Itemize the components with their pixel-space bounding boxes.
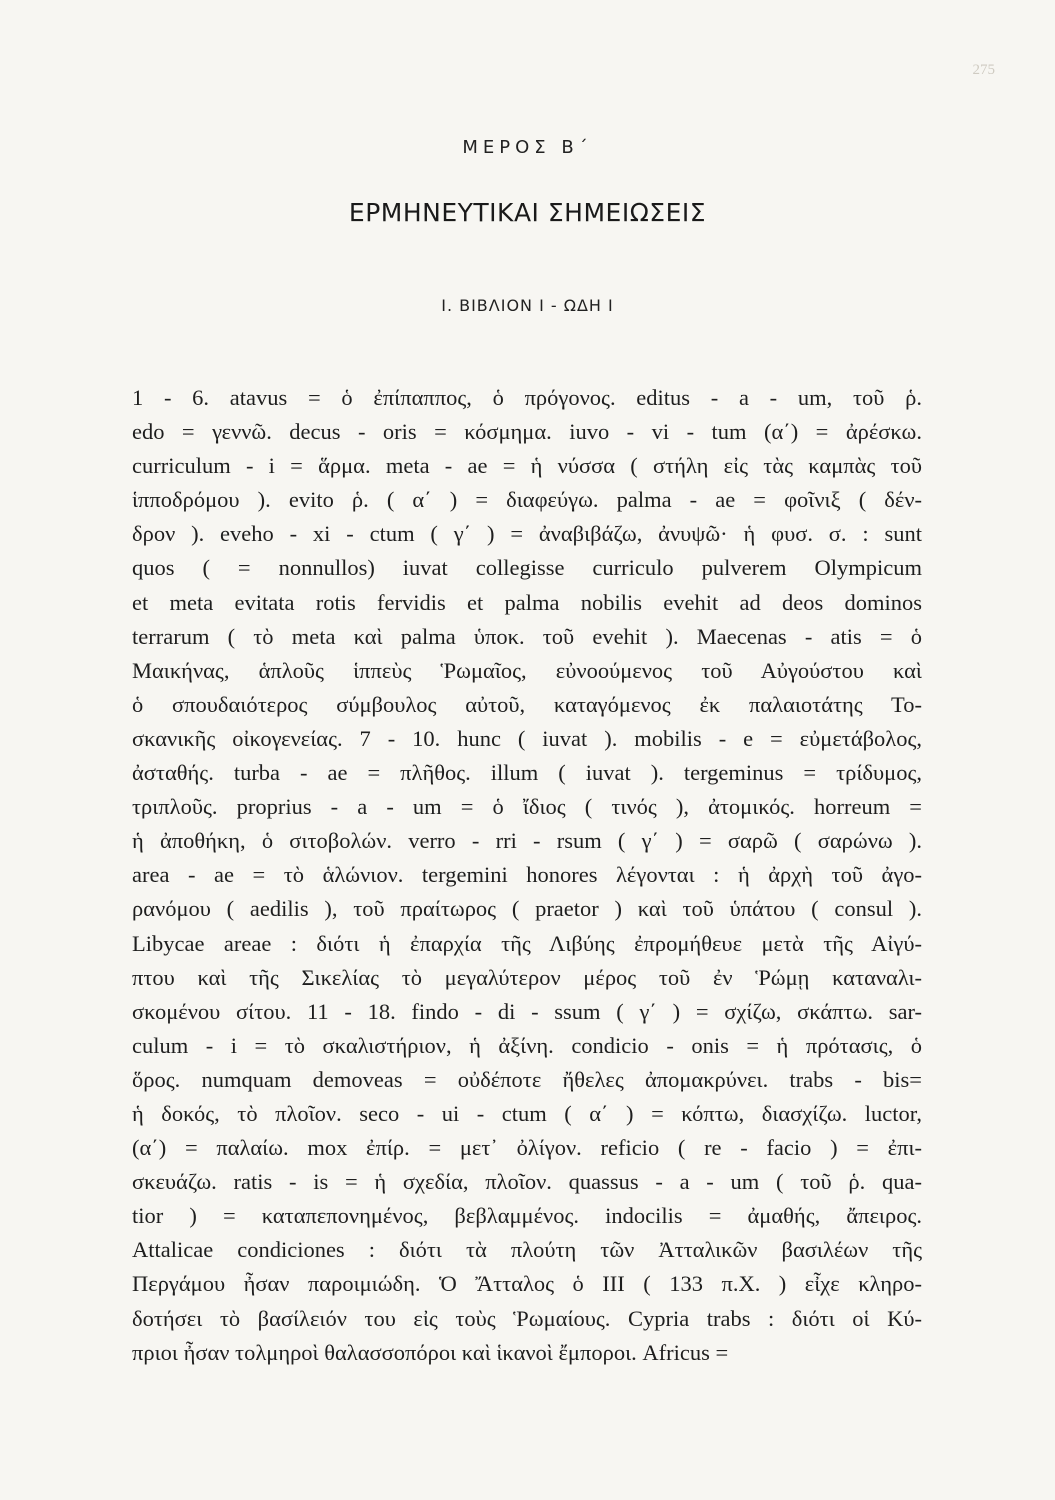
text-line: Μαικήνας, ἁπλοῦς ἱππεὺς Ῥωμαῖος, εὐνοούμενος τοῦ Αὐγούστου καὶ xyxy=(132,657,922,683)
text-line: terrarum ( τὸ meta καὶ palma ὑποκ. τοῦ evehit ). Maecenas - atis = ὁ xyxy=(132,623,922,649)
text-line: ἡ ἀποθήκη, ὁ σιτοβολών. verro - rri - rsum ( γ΄ ) = σαρῶ ( σαρώνω ). xyxy=(132,828,922,854)
text-line: σκομένου σίτου. 11 - 18. findo - di - ssum ( γ΄ ) = σχίζω, σκάπτω. sar- xyxy=(132,998,922,1024)
text-line: ἀσταθής. turba - ae = πλῆθος. illum ( iuvat ). tergeminus = τρίδυμος, xyxy=(132,760,922,786)
page-title: ΕΡΜΗΝΕΥΤΙΚΑΙ ΣΗΜΕΙΩΣΕΙΣ xyxy=(348,198,707,227)
text-line: edo = γεννῶ. decus - oris = κόσμημα. iuvo - vi - tum (α΄) = ἀρέσκω. xyxy=(132,419,922,445)
text-line: σκανικῆς οἰκογενείας. 7 - 10. hunc ( iuvat ). mobilis - e = εὐμετάβολος, xyxy=(132,725,922,751)
page-number: 275 xyxy=(972,62,995,78)
text-line: δρον ). eveho - xi - ctum ( γ΄ ) = ἀναβιβάζω, ἀνυψῶ· ἡ φυσ. σ. : sunt xyxy=(132,521,922,547)
text-line: curriculum - i = ἅρμα. meta - ae = ἡ νύσσα ( στήλη εἰς τὰς καμπὰς τοῦ xyxy=(132,453,922,479)
text-line: σκευάζω. ratis - is = ἡ σχεδία, πλοῖον. quassus - a - um ( τοῦ ῥ. qua- xyxy=(132,1169,922,1195)
section-heading: I. ΒΙΒΛΙΟΝ I - ΩΔΗ I xyxy=(441,296,614,315)
text-line: τριπλοῦς. proprius - a - um = ὁ ἴδιος ( τινός ), ἀτομικός. horreum = xyxy=(132,794,922,820)
text-line: πτου καὶ τῆς Σικελίας τὸ μεγαλύτερον μέρος τοῦ ἐν Ῥώμῃ καταναλι- xyxy=(132,964,922,990)
text-line: area - ae = τὸ ἁλώνιον. tergemini honores λέγονται : ἡ ἀρχὴ τοῦ ἀγο- xyxy=(132,862,922,888)
part-heading: ΜΕΡΟΣ Β΄ xyxy=(462,137,593,158)
text-line: ἱπποδρόμου ). evito ῥ. ( α΄ ) = διαφεύγω. palma - ae = φοῖνιξ ( δέν- xyxy=(132,487,922,513)
text-line: (α΄) = παλαίω. mox ἐπίρ. = μετ᾿ ὀλίγον. reficio ( re - facio ) = ἐπι- xyxy=(132,1135,922,1161)
text-line: quos ( = nonnullos) iuvat collegisse curriculo pulverem Olympicum xyxy=(132,555,922,581)
text-line: tior ) = καταπεπονημένος, βεβλαμμένος. indocilis = ἀμαθής, ἄπειρος. xyxy=(132,1203,922,1229)
text-line: πριοι ἦσαν τολμηροὶ θαλασσοπόροι καὶ ἱκανοὶ ἔμποροι. Africus = xyxy=(132,1339,729,1365)
commentary-notes xyxy=(132,381,922,1370)
text-line: ὅρος. numquam demoveas = οὐδέποτε ἤθελες ἀπομακρύνει. trabs - bis= xyxy=(132,1066,922,1092)
text-line: Περγάμου ἦσαν παροιμιώδη. Ὁ Ἄτταλος ὁ III ( 133 π.Χ. ) εἶχε κληρο- xyxy=(132,1271,922,1297)
text-line: et meta evitata rotis fervidis et palma nobilis evehit ad deos dominos xyxy=(132,589,922,615)
text-line: culum - i = τὸ σκαλιστήριον, ἡ ἀξίνη. condicio - onis = ἡ πρότασις, ὁ xyxy=(132,1032,922,1058)
text-line: Libycae areae : διότι ἡ ἐπαρχία τῆς Λιβύης ἐπρομήθευε μετὰ τῆς Αἰγύ- xyxy=(132,930,922,956)
text-line: ἡ δοκός, τὸ πλοῖον. seco - ui - ctum ( α΄ ) = κόπτω, διασχίζω. luctor, xyxy=(132,1100,922,1126)
text-line: 1 - 6. atavus = ὁ ἐπίπαππος, ὁ πρόγονος. editus - a - um, τοῦ ῥ. xyxy=(132,385,922,410)
text-line: δοτήσει τὸ βασίλειόν του εἰς τοὺς Ῥωμαίους. Cypria trabs : διότι οἱ Κύ- xyxy=(132,1305,922,1331)
text-line: ὁ σπουδαιότερος σύμβουλος αὐτοῦ, καταγόμενος ἐκ παλαιοτάτης Το- xyxy=(132,691,922,717)
text-line: ρανόμου ( aedilis ), τοῦ πραίτωρος ( praetor ) καὶ τοῦ ὑπάτου ( consul ). xyxy=(132,896,922,922)
text-line: Attalicae condiciones : διότι τὰ πλούτη τῶν Ἀτταλικῶν βασιλέων τῆς xyxy=(132,1237,922,1263)
